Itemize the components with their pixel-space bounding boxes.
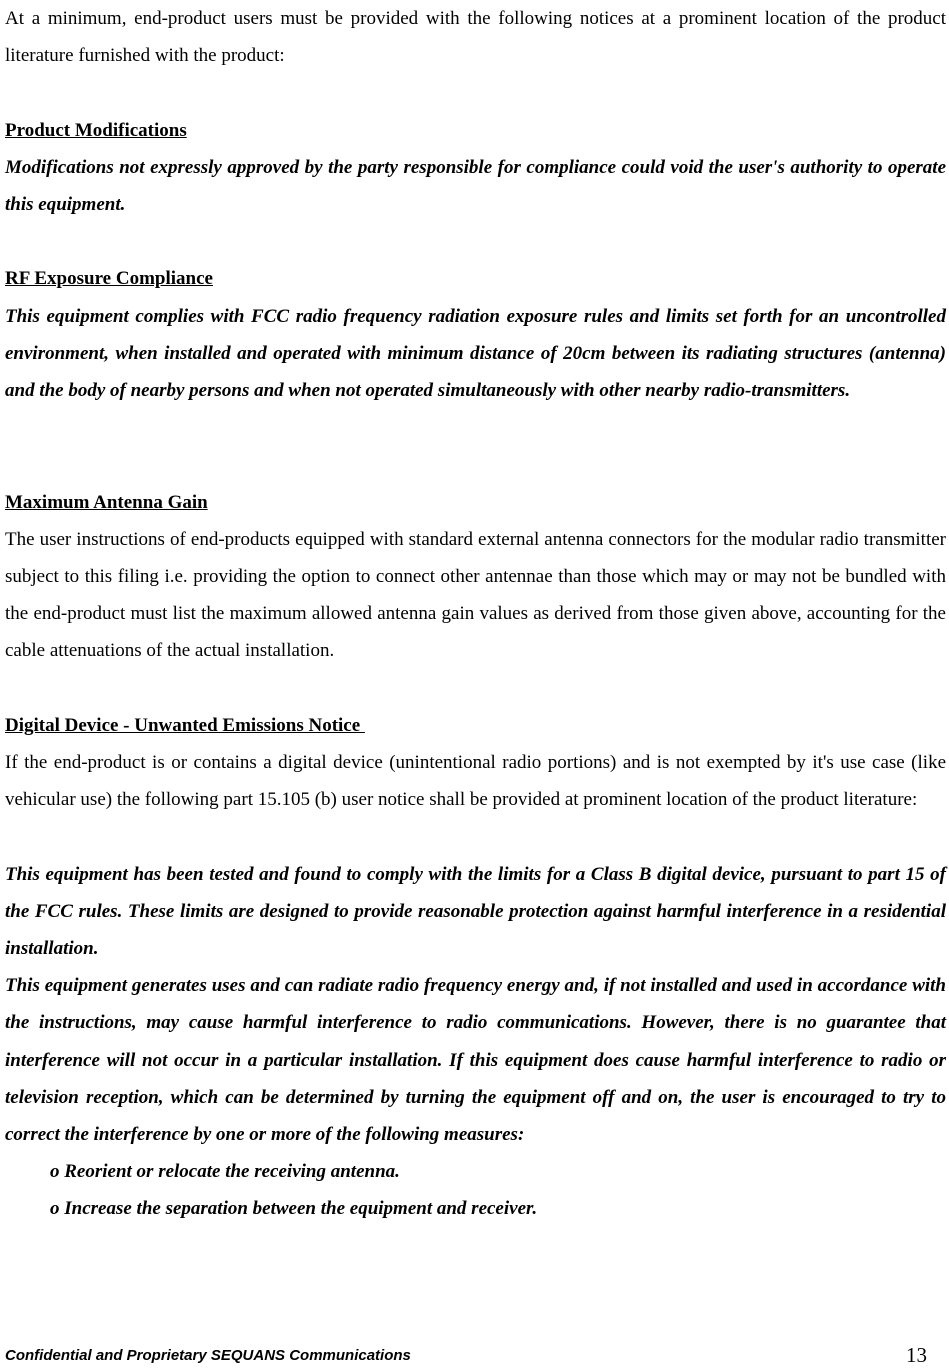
- rf-exposure-body: This equipment complies with FCC radio frequency radiation exposure rules and limits set forth for an uncontrolled environment, when installed and operated with minimum distance of 20cm between its radiating structures (antenna) and the body of nearby persons and when not operated simultaneously with other nearby radio-transmitters.: [5, 305, 946, 401]
- page-number: 13: [906, 1343, 927, 1367]
- spacer: [5, 409, 946, 483]
- product-modifications-heading: Product Modifications: [5, 119, 187, 141]
- spacer: [5, 818, 946, 855]
- intro-paragraph: At a minimum, end-product users must be provided with the following notices at a prominent location of the product literature furnished with the product:: [5, 8, 946, 67]
- document-page: [5, 0, 946, 1228]
- spacer: [5, 670, 946, 707]
- max-antenna-gain-body: The user instructions of end-products equipped with standard external antenna connectors for the modular radio transmitter subject to this filing i.e. providing the option to connect other antennae than those which may or may not be bundled with the end-product must list the maximum allowed antenna gain values as derived from those given above, accounting for the cable attenuations of the actual installation.: [5, 528, 946, 662]
- digital-device-heading: Digital Device - Unwanted Emissions Notice: [5, 714, 365, 736]
- digital-device-notice-1: This equipment has been tested and found to comply with the limits for a Class B digital device, pursuant to part 15 of the FCC rules. These limits are designed to provide reasonable protection against harmful interference in a residential installation.: [5, 863, 946, 959]
- measure-item: o Reorient or relocate the receiving antenna.: [50, 1161, 400, 1183]
- product-modifications-body: Modifications not expressly approved by the party responsible for compliance could void the user's authority to operate this equipment.: [5, 156, 946, 215]
- footer-confidential-text: Confidential and Proprietary SEQUANS Communications: [5, 1347, 411, 1364]
- page-footer: [5, 1345, 927, 1367]
- digital-device-notice-2: This equipment generates uses and can radiate radio frequency energy and, if not installed and used in accordance with the instructions, may cause harmful interference to radio communications. However, there is no guarantee that interference will not occur in a particular installation. If this equipment does cause harmful interference to radio or television reception, which can be determined by turning the equipment off and on, the user is encouraged to try to correct the interference by one or more of the following measures:: [5, 975, 946, 1146]
- max-antenna-gain-heading: Maximum Antenna Gain: [5, 491, 208, 513]
- measure-item: o Increase the separation between the equipment and receiver.: [50, 1198, 538, 1220]
- digital-device-body: If the end-product is or contains a digital device (unintentional radio portions) and is not exempted by it's use case (like vehicular use) the following part 15.105 (b) user notice shall be provided at prominent location of the product literature:: [5, 752, 946, 811]
- rf-exposure-heading: RF Exposure Compliance: [5, 268, 213, 290]
- spacer: [5, 74, 946, 111]
- spacer: [5, 223, 946, 260]
